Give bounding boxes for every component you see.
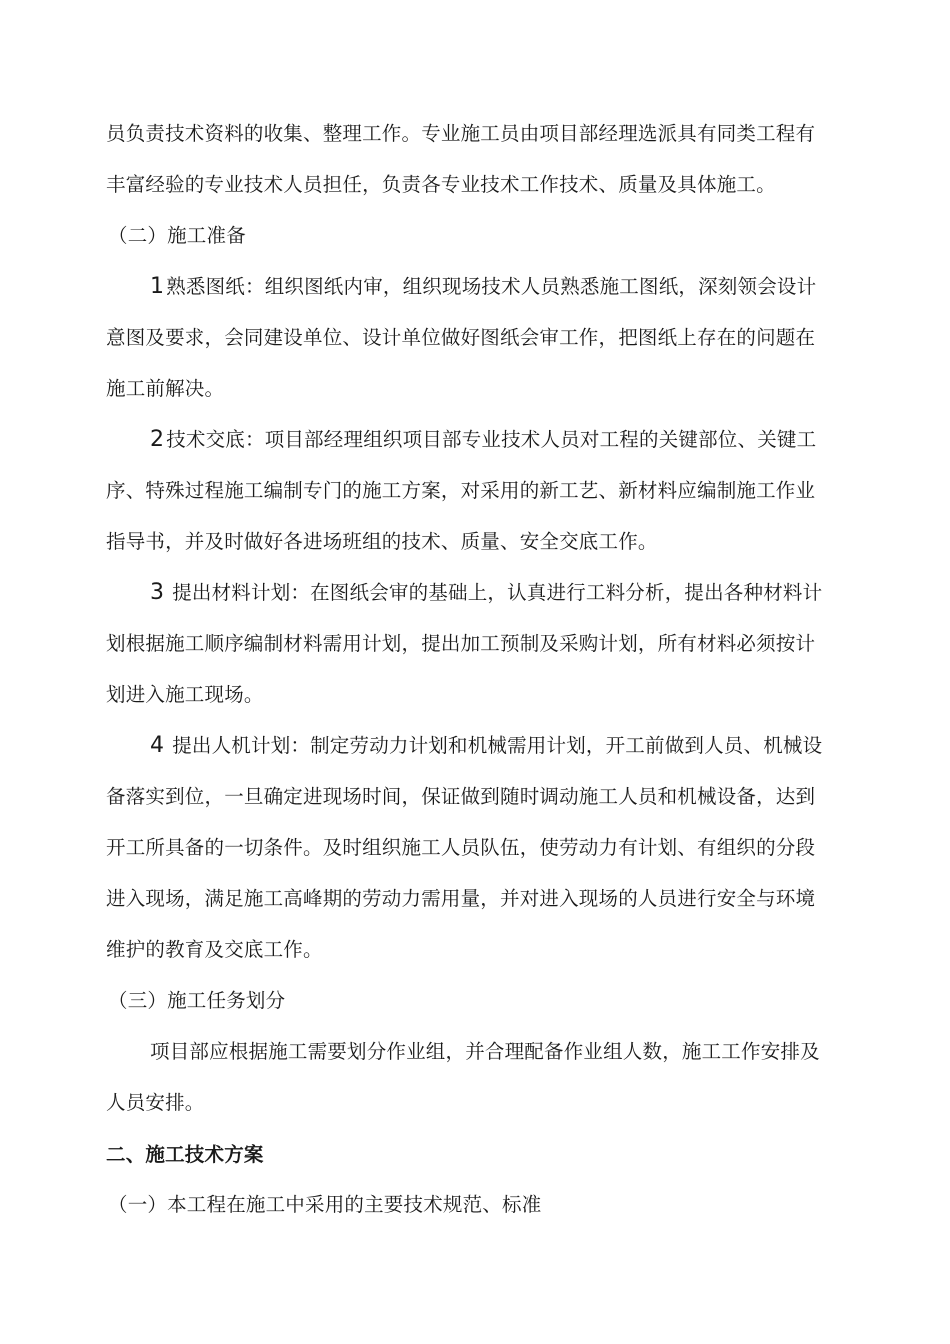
paragraph-line-item-4 [150,733,822,759]
paragraph-line: 丰富经验的专业技术人员担任，负责各专业技术工作技术、质量及具体施工。 [106,173,776,196]
item-text: 熟悉图纸：组织图纸内审，组织现场技术人员熟悉施工图纸，深刻领会设计 [166,275,817,298]
paragraph-line: 进入现场，满足施工高峰期的劳动力需用量，并对进入现场的人员进行安全与环境 [106,887,816,910]
paragraph-line: 施工前解决。 [106,377,225,400]
paragraph-line: 划根据施工顺序编制材料需用计划，提出加工预制及采购计划，所有材料必须按计 [106,632,816,655]
paragraph-line-item-3 [150,580,822,606]
item-text: 提出人机计划：制定劳动力计划和机械需用计划，开工前做到人员、机械设 [172,734,823,757]
paragraph-line-item-1 [150,274,816,300]
item-text: 提出材料计划：在图纸会审的基础上，认真进行工料分析，提出各种材料计 [172,581,823,604]
paragraph-line: 备落实到位，一旦确定进现场时间，保证做到随时调动施工人员和机械设备，达到 [106,785,816,808]
paragraph-line: 维护的教育及交底工作。 [106,938,323,961]
paragraph-line: 人员安排。 [106,1091,205,1114]
section-heading-construction-prep: （二）施工准备 [108,224,246,247]
paragraph-line: 项目部应根据施工需要划分作业组，并合理配备作业组人数，施工工作安排及 [150,1040,820,1063]
item-number: 4 [150,733,165,758]
item-text: 技术交底：项目部经理组织项目部专业技术人员对工程的关键部位、关键工 [166,428,817,451]
paragraph-line-item-2 [150,427,816,453]
item-number: 3 [150,580,165,605]
paragraph-line: 意图及要求，会同建设单位、设计单位做好图纸会审工作，把图纸上存在的问题在 [106,326,816,349]
chapter-heading-technical-plan: 二、施工技术方案 [106,1143,264,1166]
paragraph-line: 员负责技术资料的收集、整理工作。专业施工员由项目部经理选派具有同类工程有 [106,122,816,145]
paragraph-line: 指导书，并及时做好各进场班组的技术、质量、安全交底工作。 [106,530,658,553]
item-number: 1 [150,274,165,299]
section-heading-technical-standards: （一）本工程在施工中采用的主要技术规范、标准 [108,1193,542,1216]
paragraph-line: 序、特殊过程施工编制专门的施工方案，对采用的新工艺、新材料应编制施工作业 [106,479,816,502]
paragraph-line: 划进入施工现场。 [106,683,264,706]
paragraph-line: 开工所具备的一切条件。及时组织施工人员队伍，使劳动力有计划、有组织的分段 [106,836,816,859]
item-number: 2 [150,427,165,452]
section-heading-task-division: （三）施工任务划分 [108,989,286,1012]
